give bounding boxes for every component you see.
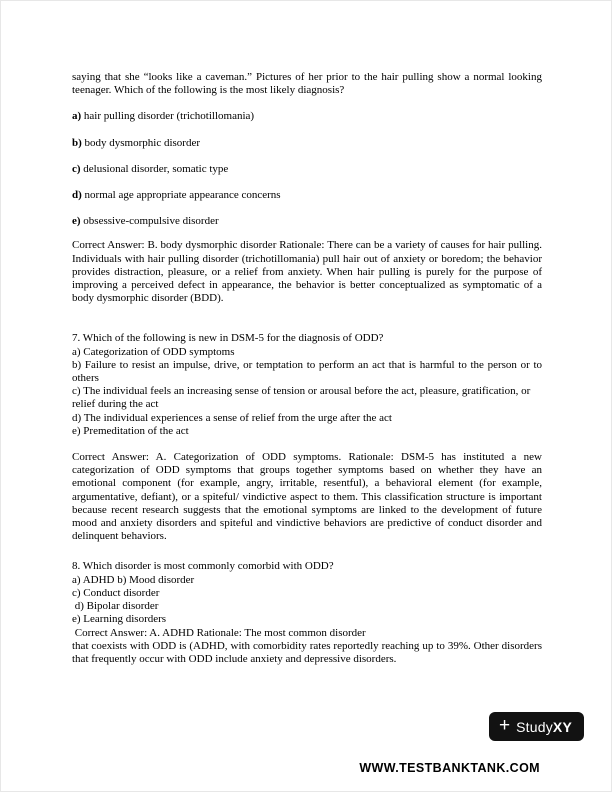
q8-correct-answer-rest: that coexists with ODD is (ADHD, with comorbidity rates reportedly reaching up to 39%. Other disorders that frequently occur with ODD include anxiety and depressive disorders. <box>72 639 542 665</box>
q6-option-c <box>72 163 542 176</box>
q6-option-a-letter: a) <box>72 110 82 123</box>
q7-option-e: e) Premeditation of the act <box>72 424 189 437</box>
q7-option-d: d) The individual experiences a sense of relief from the urge after the act <box>72 411 392 424</box>
q6-option-b-text: body dysmorphic disorder <box>81 136 201 149</box>
q6-option-b-letter: b) <box>72 136 82 149</box>
logo-text-xy: XY <box>552 718 572 735</box>
q6-option-e-text: obsessive-compulsive disorder <box>80 215 219 228</box>
q7-option-c: c) The individual feels an increasing sense of tension or arousal before the act, pleasure, gratification, or relief during the act <box>72 385 531 411</box>
q8-option-ab: a) ADHD b) Mood disorder <box>72 573 195 586</box>
website-url: WWW.TESTBANKTANK.COM <box>359 761 540 775</box>
logo-text-study: Study <box>516 718 553 735</box>
q6-option-a <box>72 110 542 123</box>
q6-option-d-letter: d) <box>72 189 82 202</box>
q7-option-b: b) Failure to resist an impulse, drive, or temptation to perform an act that is harmful to the person or to others <box>72 358 542 385</box>
q7-correct-answer: Correct Answer: A. Categorization of ODD symptoms. Rationale: DSM-5 has instituted a new categorization of ODD symptoms that groups together symptoms based on whether they have an emotional component (for example, angry, irritable, resentful), a behavioral element (for example, argumentative, defiant), or a spiteful/ vindictive aspect to them. This classification structure is important because recent research suggests that the emotional symptoms are linked to the development of future mood and anxiety disorders and spiteful and vindictive behaviors are predictive of conduct disorder and delinquent behaviors. <box>72 451 542 543</box>
q7-option-a: a) Categorization of ODD symptoms <box>72 345 235 358</box>
q7-stem: 7. Which of the following is new in DSM-5 for the diagnosis of ODD? <box>72 332 384 345</box>
q8-stem: 8. Which disorder is most commonly comorbid with ODD? <box>72 560 334 573</box>
q6-option-b <box>72 137 542 150</box>
q6-option-c-text: delusional disorder, somatic type <box>80 162 229 175</box>
question6-intro: saying that she “looks like a caveman.” Pictures of her prior to the hair pulling show a normal looking teenager. Which of the following is the most likely diagnosis? <box>72 71 542 97</box>
q8-option-c: c) Conduct disorder <box>72 586 160 599</box>
q6-option-c-letter: c) <box>72 162 81 175</box>
q6-option-e-letter: e) <box>72 215 81 228</box>
q6-option-d <box>72 189 542 202</box>
q6-option-d-text: normal age appropriate appearance concerns <box>81 189 281 202</box>
q6-correct-answer: Correct Answer: B. body dysmorphic disorder Rationale: There can be a variety of causes for hair pulling. Individuals with hair pulling disorder (trichotillomania) pull hair out of anxiety or boredom; the behavior provides distraction, pleasure, or a relief from anxiety. When hair pulling is purely for the purpose of improving a perceived defect in appearance, the behavior is better conceptualized as symptomatic of a body dysmorphic disorder (BDD). <box>72 239 542 305</box>
studyxy-logo <box>489 712 584 741</box>
document-page <box>72 71 542 666</box>
q8-correct-answer-line1: Correct Answer: A. ADHD Rationale: The most common disorder <box>72 626 366 639</box>
q6-option-a-text: hair pulling disorder (trichotillomania) <box>81 110 255 123</box>
q6-option-e <box>72 215 542 228</box>
q8-option-d: d) Bipolar disorder <box>72 600 159 613</box>
plus-icon: + <box>499 715 511 736</box>
q8-option-e: e) Learning disorders <box>72 613 167 626</box>
